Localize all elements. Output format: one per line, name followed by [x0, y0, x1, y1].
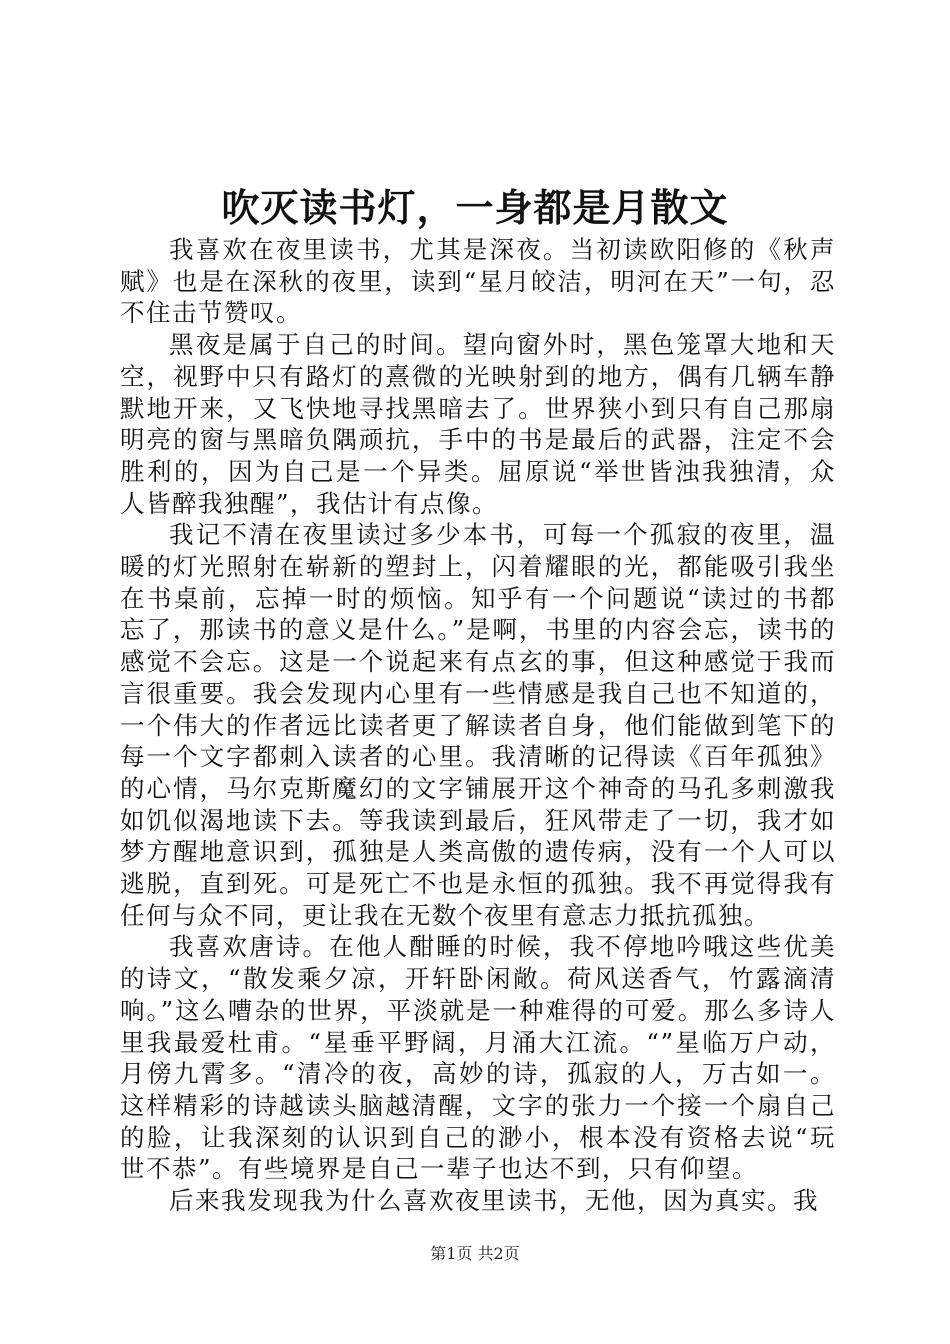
page-number-footer: 第1页 共2页: [430, 1244, 520, 1263]
paragraph: 我记不清在夜里读过多少本书，可每一个孤寂的夜里，温暖的灯光照射在崭新的塑封上，闪着耀眼的光，都能吸引我坐在书桌前，忘掉一时的烦恼。知乎有一个问题说“读过的书都忘了，那读书的意义是什么。”是啊，书里的内容会忘，读书的感觉不会忘。这是一个说起来有点玄的事，但这种感觉于我而言很重要。我会发现内心里有一些情感是我自己也不知道的，一个伟大的作者远比读者更了解读者自身，他们能做到笔下的每一个文字都刺入读者的心里。我清晰的记得读《百年孤独》的心情，马尔克斯魔幻的文字铺展开这个神奇的马孔多刺激我如饥似渴地读下去。等我读到最后，狂风带走了一切，我才如梦方醒地意识到，孤独是人类高傲的遗传病，没有一个人可以逃脱，直到死。可是死亡不也是永恒的孤独。我不再觉得我有任何与众不同，更让我在无数个夜里有意志力抵抗孤独。: [120, 520, 836, 930]
document-body: [120, 234, 836, 1217]
paragraph: 我喜欢在夜里读书，尤其是深夜。当初读欧阳修的《秋声赋》也是在深秋的夜里，读到“星月皎洁，明河在天”一句，忍不住击节赞叹。: [120, 235, 836, 328]
paragraph: 黑夜是属于自己的时间。望向窗外时，黑色笼罩大地和天空，视野中只有路灯的熹微的光映射到的地方，偶有几辆车静默地开来，又飞快地寻找黑暗去了。世界狭小到只有自己那扇明亮的窗与黑暗负隅顽抗，手中的书是最后的武器，注定不会胜利的，因为自己是一个异类。屈原说“举世皆浊我独清，众人皆醉我独醒”，我估计有点像。: [120, 330, 836, 518]
paragraph: 后来我发现我为什么喜欢夜里读书，无他，因为真实。我: [169, 1186, 819, 1216]
document-title: 吹灭读书灯，一身都是月散文: [221, 185, 729, 230]
paragraph: 我喜欢唐诗。在他人酣睡的时候，我不停地吟哦这些优美的诗文，“散发乘夕凉，开轩卧闲敞。荷风送香气，竹露滴清响。”这么嘈杂的世界，平淡就是一种难得的可爱。那么多诗人里我最爱杜甫。“星垂平野阔，月涌大江流。“”星临万户动，月傍九霄多。“清冷的夜，高妙的诗，孤寂的人，万古如一。这样精彩的诗越读头脑越清醒，文字的张力一个接一个扇自己的脸，让我深刻的认识到自己的渺小，根本没有资格去说“玩世不恭”。有些境界是自己一辈子也达不到，只有仰望。: [120, 932, 836, 1184]
